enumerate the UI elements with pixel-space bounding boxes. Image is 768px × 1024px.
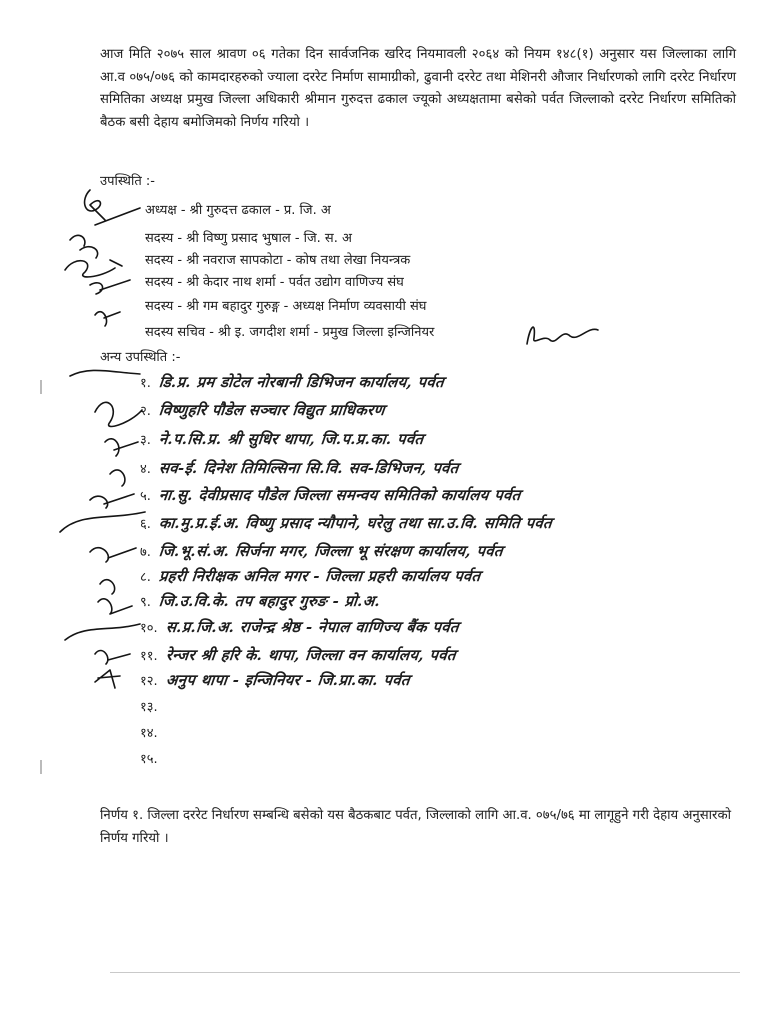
signature-secretary [522, 316, 602, 350]
margin-mark [40, 760, 42, 774]
signature-stroke [95, 312, 120, 326]
other-attendee-2 [140, 400, 385, 420]
signature-stroke [90, 280, 130, 294]
other-attendee-12 [140, 670, 410, 690]
signature-stroke [110, 470, 125, 486]
intro-paragraph: आज मिति २०७५ साल श्रावण ०६ गतेका दिन सार्वजनिक खरिद नियमावली २०६४ को नियम १४८(१) अनुसार यस जिल्लाका लागि आ.व ०७५/०७६ को कामदारहरुको ज्याला दररेट निर्माण सामाग्रीको, ढुवानी दररेट तथा मेशिनरी औजार निर्धारणको लागि दररेट निर्धारण समितिका अध्यक्ष प्रमुख जिल्ला अधिकारी श्रीमान गुरुदत्त ढकाल ज्यूको अध्यक्षतामा बसेको पर्वत जिल्लाको दररेट निर्धारण समितिको बैठक बसी देहाय बमोजिमको निर्णय गरियो । [100, 47, 736, 130]
attendee-number: ७. [140, 545, 151, 560]
other-attendee-10 [140, 617, 459, 637]
other-attendee-6 [140, 513, 552, 533]
attendee-number: ८. [140, 570, 151, 585]
other-attendee-15 [140, 749, 166, 767]
signature-stroke [98, 599, 132, 614]
attendee-number: ११. [140, 649, 158, 664]
attendee-number: ६. [140, 517, 151, 532]
attendee-text: रेन्जर श्री हरि के. थापा, जिल्ला वन कार्यालय, पर्वत [164, 646, 457, 664]
present-member-2: सदस्य - श्री विष्णु प्रसाद भुषाल - जि. स. अ [145, 231, 352, 246]
other-attendee-11 [140, 645, 456, 665]
attendee-number: १३. [140, 700, 158, 715]
signature-stroke [65, 260, 122, 277]
signature-marks-present [60, 180, 150, 330]
others-heading: अन्य उपस्थिति :- [100, 350, 181, 365]
attendee-number: ५. [140, 489, 151, 504]
present-member-4: सदस्य - श्री केदार नाथ शर्मा - पर्वत उद्योग वाणिज्य संघ [145, 275, 404, 290]
margin-mark [40, 380, 42, 394]
present-heading: उपस्थिति :- [100, 174, 155, 189]
attendee-text: जि.भू.सं.अ. सिर्जना मगर, जिल्ला भू संरक्षण कार्यालय, पर्वत [157, 542, 504, 560]
attendee-text: ना.सु. देवीप्रसाद पौडेल जिल्ला समन्वय समितिको कार्यालय पर्वत [157, 486, 522, 504]
signature-stroke [95, 402, 142, 426]
signature-stroke [85, 190, 140, 225]
present-member-5: सदस्य - श्री गम बहादुर गुरुङ्ग - अध्यक्ष निर्माण व्यवसायी संघ [145, 299, 427, 314]
attendee-text: विष्णुहरि पौडेल सञ्चार विद्युत प्राधिकरण [157, 401, 386, 419]
attendee-number: १०. [140, 621, 158, 636]
other-attendee-9 [140, 591, 380, 611]
signature-marks-others [50, 362, 150, 702]
attendee-text: स.प्र.जि.अ. राजेन्द्र श्रेष्ठ - नेपाल वाणिज्य बैंक पर्वत [164, 618, 460, 636]
other-attendee-8 [140, 566, 480, 586]
present-member-3: सदस्य - श्री नवराज सापकोटा - कोष तथा लेखा नियन्त्रक [145, 253, 411, 268]
footer-divider [110, 972, 740, 973]
attendee-number: १२. [140, 674, 158, 689]
attendee-number: १५. [140, 752, 158, 767]
attendee-text: ने.प.सि.प्र. श्री सुधिर थापा, जि.प.प्र.का. पर्वत [157, 430, 425, 448]
other-attendee-7 [140, 541, 503, 561]
attendee-text: अनुप थापा - इन्जिनियर - जि.प्रा.का. पर्वत [164, 671, 411, 689]
present-member-6: सदस्य सचिव - श्री इ. जगदीश शर्मा - प्रमुख जिल्ला इन्जिनियर [145, 325, 435, 340]
signature-stroke [90, 494, 134, 508]
other-attendee-1 [140, 372, 444, 392]
signature-stroke [100, 580, 115, 594]
decision-paragraph: निर्णय १. जिल्ला दररेट निर्धारण सम्बन्धि बसेको यस बैठकबाट पर्वत, जिल्लाको लागि आ.व. ०७५/७६ मा लागूहुने गरी देहाय अनुसारको निर्णय गरियो । [100, 808, 731, 846]
other-attendee-5 [140, 485, 521, 505]
present-member-1: अध्यक्ष - श्री गुरुदत्त ढकाल - प्र. जि. अ [145, 203, 331, 218]
signature-stroke [105, 439, 138, 456]
attendee-number: ४. [140, 462, 151, 477]
attendee-number: २. [140, 404, 151, 419]
other-attendee-14 [140, 723, 166, 741]
signature-stroke [60, 512, 145, 532]
other-attendee-3 [140, 429, 423, 449]
attendee-text: डि.प्र. प्रम डोटेल नोरबानी डिभिजन कार्यालय, पर्वत [157, 373, 445, 391]
attendee-number: ३. [140, 433, 151, 448]
signature-stroke [527, 327, 598, 344]
attendee-number: १. [140, 376, 151, 391]
signature-stroke [95, 651, 130, 665]
attendee-text: जि.उ.वि.के. तप बहादुर गुरुङ - प्रो.अ. [157, 592, 382, 610]
attendee-text: प्रहरी निरीक्षक अनिल मगर - जिल्ला प्रहरी कार्यालय पर्वत [157, 567, 482, 585]
attendee-number: १४. [140, 726, 158, 741]
signature-stroke [90, 548, 136, 562]
signature-stroke [70, 370, 140, 376]
signature-stroke [65, 624, 140, 640]
attendee-number: ९. [140, 595, 151, 610]
attendee-text: सव-ई. दिनेश तिमिल्सिना सि.वि. सव-डिभिजन, पर्वत [157, 459, 460, 477]
other-attendee-4 [140, 458, 459, 478]
attendee-text: का.मु.प्र.ई.अ. विष्णु प्रसाद न्यौपाने, घरेलु तथा सा.उ.वि. समिति पर्वत [157, 514, 553, 532]
signature-stroke [95, 670, 120, 688]
signature-stroke [70, 235, 98, 258]
